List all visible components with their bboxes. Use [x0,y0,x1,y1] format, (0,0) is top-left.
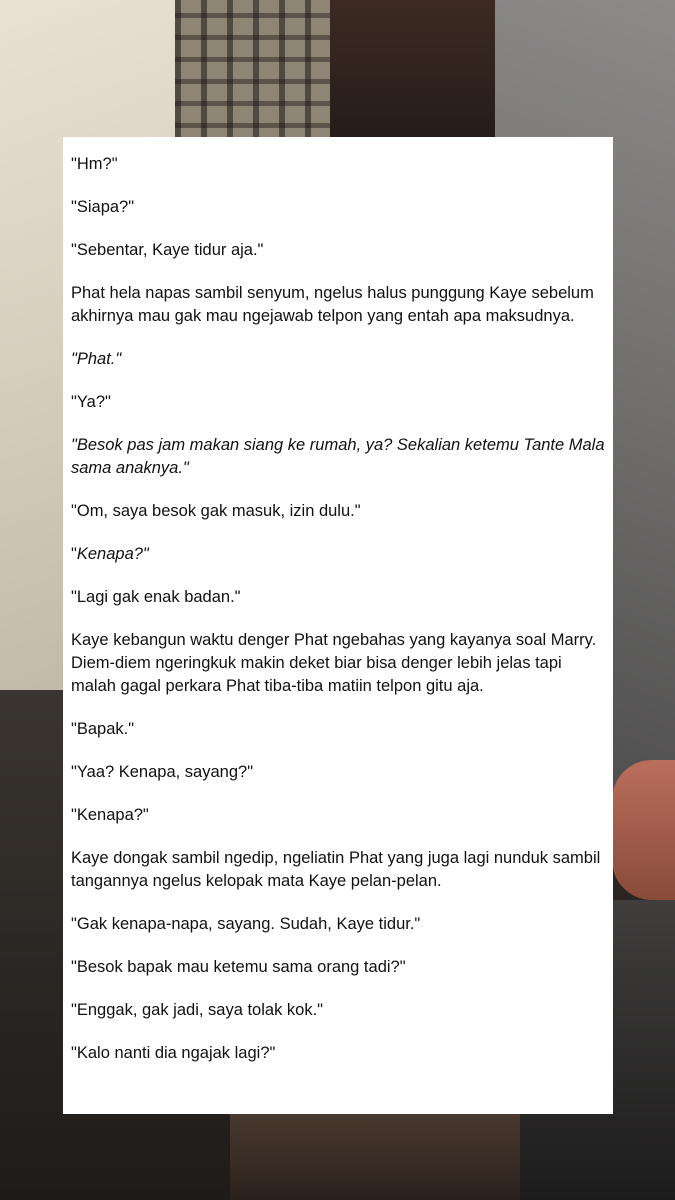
story-line-5: "Phat." [71,350,122,368]
story-line-7: "Besok pas jam makan siang ke rumah, ya? Sekalian ketemu Tante Mala sama anaknya." [71,436,605,477]
story-line-16: "Gak kenapa-napa, sayang. Sudah, Kaye tidur." [71,915,421,933]
story-line-13: "Yaa? Kenapa, sayang?" [71,763,254,781]
open-quote: " [71,545,77,563]
bg-hand [612,760,675,900]
story-line-1: "Hm?" [71,155,118,173]
story-line-19: "Kalo nanti dia ngajak lagi?" [71,1044,276,1062]
story-line-17: "Besok bapak mau ketemu sama orang tadi?" [71,958,406,976]
story-line-6: "Ya?" [71,393,111,411]
story-line-8: "Om, saya besok gak masuk, izin dulu." [71,502,361,520]
story-text-card [63,137,613,1114]
kenapa-italic: Kenapa?" [76,545,149,563]
story-line-15: Kaye dongak sambil ngedip, ngeliatin Phat yang juga lagi nunduk sambil tangannya ngelus kelopak mata Kaye pelan-pelan. [71,849,601,890]
story-line-18: "Enggak, gak jadi, saya tolak kok." [71,1001,324,1019]
bg-shadow [330,0,510,160]
story-line-3: "Sebentar, Kaye tidur aja." [71,241,264,259]
story-line-14: "Kenapa?" [71,806,149,824]
story-line-4: Phat hela napas sambil senyum, ngelus halus punggung Kaye sebelum akhirnya mau gak mau ngejawab telpon yang entah apa maksudnya. [71,284,594,325]
story-line-11: Kaye kebangun waktu denger Phat ngebahas yang kayanya soal Marry. Diem-diem ngeringkuk makin deket biar bisa denger lebih jelas tapi malah gagal perkara Phat tiba-tiba matiin telpon gitu aja. [71,631,597,695]
story-line-10: "Lagi gak enak badan." [71,588,241,606]
story-line-12: "Bapak." [71,720,135,738]
story-line-9 [71,543,605,566]
bg-bottom [230,1110,520,1200]
story-line-2: "Siapa?" [71,198,135,216]
